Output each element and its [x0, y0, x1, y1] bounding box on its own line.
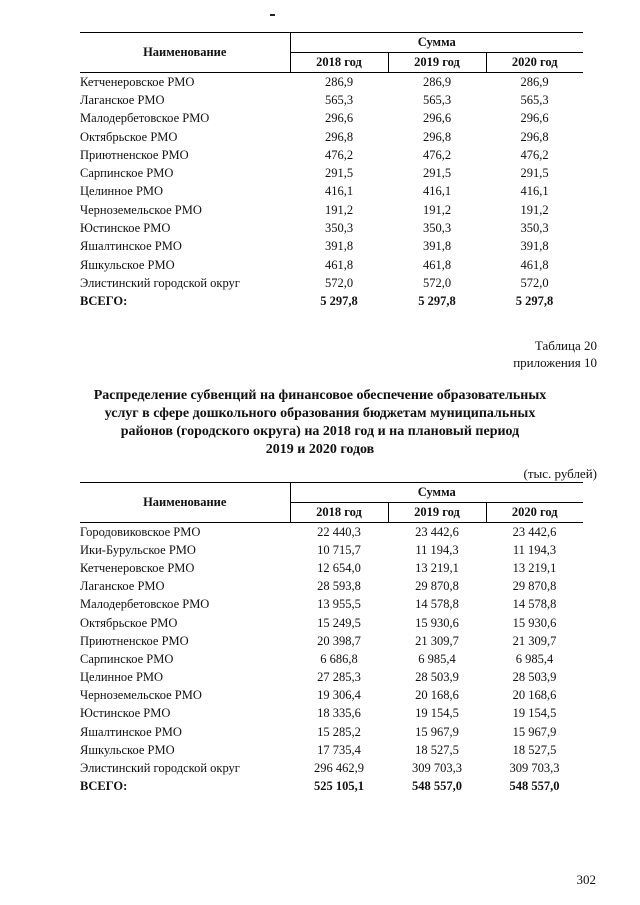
- amount-2020: 191,2: [520, 202, 549, 217]
- municipality-name: Сарпинское РМО: [80, 166, 174, 181]
- amount-2020: 14 578,8: [512, 597, 557, 612]
- table-row: [80, 614, 583, 632]
- amount-2019: 548 557,0: [412, 779, 462, 794]
- amount-2020: 296,6: [520, 111, 549, 126]
- municipality-name: Целинное РМО: [80, 184, 164, 199]
- table-row: [80, 201, 583, 219]
- header-year-2018: 2018 год: [290, 503, 388, 523]
- amount-2020: 15 930,6: [512, 615, 557, 630]
- table-row: [80, 146, 583, 164]
- amount-2018: 13 955,5: [317, 597, 361, 612]
- amount-2018: 572,0: [324, 275, 354, 290]
- municipality-name: Октябрьское РМО: [80, 615, 178, 630]
- amount-2018: 6 686,8: [320, 651, 358, 666]
- table-row: [80, 669, 583, 687]
- amount-2020: 309 703,3: [509, 761, 560, 776]
- amount-2019: 296,8: [422, 129, 452, 144]
- table-row: [80, 183, 583, 201]
- amount-2020: 476,2: [520, 147, 549, 162]
- amount-2019: 11 194,3: [415, 542, 459, 557]
- municipality-name: Яшкульское РМО: [80, 257, 175, 272]
- table-row: [80, 219, 583, 237]
- amount-2019: 18 527,5: [415, 742, 459, 757]
- amount-2018: 20 398,7: [317, 633, 361, 648]
- subsidy-table-continued: [80, 32, 583, 311]
- title-line: услуг в сфере дошкольного образования бюджетам муниципальных: [104, 406, 536, 421]
- total-label: ВСЕГО:: [80, 779, 128, 794]
- amount-2019: 291,5: [422, 166, 452, 181]
- amount-2020: 29 870,8: [512, 579, 557, 594]
- table-number-label: Таблица 20: [534, 338, 597, 353]
- amount-2019: 5 297,8: [418, 294, 456, 309]
- header-year-2019: 2019 год: [388, 53, 486, 73]
- amount-2019: 309 703,3: [412, 761, 462, 776]
- table-row: [80, 632, 583, 650]
- total-row: [80, 778, 583, 796]
- amount-2020: 28 503,9: [512, 670, 557, 685]
- amount-2019: 20 168,6: [415, 688, 459, 703]
- amount-2018: 476,2: [324, 147, 354, 162]
- amount-2018: 15 285,2: [317, 724, 361, 739]
- header-name: Наименование: [80, 483, 290, 523]
- table-row: [80, 705, 583, 723]
- amount-2018: 17 735,4: [317, 742, 361, 757]
- table-row: [80, 559, 583, 577]
- table-row: [80, 523, 583, 542]
- municipality-name: Кетченеровское РМО: [80, 74, 195, 89]
- municipality-name: Яшкульское РМО: [80, 742, 175, 757]
- municipality-name: Лаганское РМО: [80, 92, 165, 107]
- amount-2020: 548 557,0: [509, 779, 560, 794]
- amount-2019: 29 870,8: [415, 579, 459, 594]
- amount-2020: 350,3: [520, 221, 549, 236]
- amount-2018: 22 440,3: [317, 524, 361, 539]
- amount-2018: 416,1: [324, 184, 354, 199]
- amount-2019: 15 967,9: [415, 724, 459, 739]
- municipality-name: Сарпинское РМО: [80, 651, 174, 666]
- table-row: [80, 128, 583, 146]
- amount-2018: 18 335,6: [317, 706, 361, 721]
- amount-2018: 296,8: [324, 129, 354, 144]
- municipality-name: Лаганское РМО: [80, 579, 165, 594]
- header-sum: Сумма: [290, 33, 583, 53]
- amount-2018: 28 593,8: [317, 579, 361, 594]
- amount-2018: 5 297,8: [320, 294, 358, 309]
- section-title: [60, 387, 580, 459]
- municipality-name: Малодербетовское РМО: [80, 597, 210, 612]
- amount-2018: 191,2: [324, 202, 354, 217]
- amount-2018: 391,8: [324, 239, 354, 254]
- table-row: [80, 578, 583, 596]
- amount-2019: 350,3: [422, 221, 452, 236]
- amount-2018: 461,8: [324, 257, 354, 272]
- table-row: [80, 110, 583, 128]
- amount-2018: 296,6: [324, 111, 354, 126]
- municipality-name: Городовиковское РМО: [80, 524, 201, 539]
- total-label: ВСЕГО:: [80, 294, 128, 309]
- amount-2020: 6 985,4: [515, 651, 554, 666]
- municipality-name: Октябрьское РМО: [80, 129, 178, 144]
- page-number: 302: [576, 872, 596, 887]
- amount-2020: 391,8: [520, 239, 549, 254]
- municipality-name: Яшалтинское РМО: [80, 724, 182, 739]
- appendix-label: приложения 10: [513, 355, 597, 370]
- header-sum: Сумма: [290, 483, 583, 503]
- municipality-name: Элистинский городской округ: [80, 275, 240, 290]
- amount-2019: 572,0: [422, 275, 452, 290]
- municipality-name: Элистинский городской округ: [80, 761, 240, 776]
- municipality-name: Юстинское РМО: [80, 706, 171, 721]
- amount-2020: 572,0: [520, 275, 549, 290]
- table-row: [80, 91, 583, 109]
- amount-2020: 13 219,1: [512, 560, 557, 575]
- municipality-name: Целинное РМО: [80, 670, 164, 685]
- amount-2019: 461,8: [422, 257, 452, 272]
- amount-2020: 23 442,6: [512, 524, 557, 539]
- amount-2020: 461,8: [520, 257, 549, 272]
- table-row: [80, 596, 583, 614]
- amount-2019: 6 985,4: [418, 651, 456, 666]
- title-line: Распределение субвенций на финансовое обеспечение образовательных: [93, 388, 547, 403]
- amount-2020: 291,5: [520, 166, 549, 181]
- amount-2020: 18 527,5: [512, 742, 557, 757]
- header-year-2020: 2020 год: [486, 503, 583, 523]
- amount-2018: 291,5: [324, 166, 354, 181]
- municipality-name: Черноземельское РМО: [80, 688, 202, 703]
- amount-2018: 286,9: [324, 74, 354, 89]
- table-row: [80, 650, 583, 668]
- table-row: [80, 238, 583, 256]
- table-body: [80, 73, 583, 311]
- table-row: [80, 759, 583, 777]
- table-row: [80, 687, 583, 705]
- amount-2019: 416,1: [422, 184, 452, 199]
- amount-2020: 416,1: [520, 184, 549, 199]
- amount-2018: 296 462,9: [314, 761, 364, 776]
- amount-2020: 296,8: [520, 129, 549, 144]
- table-row: [80, 541, 583, 559]
- amount-2020: 5 297,8: [515, 294, 554, 309]
- municipality-name: Юстинское РМО: [80, 221, 171, 236]
- amount-2020: 565,3: [520, 92, 549, 107]
- header-year-2020: 2020 год: [486, 53, 583, 73]
- amount-2020: 15 967,9: [512, 724, 557, 739]
- amount-2019: 565,3: [422, 92, 452, 107]
- amount-2019: 19 154,5: [415, 706, 459, 721]
- amount-2019: 391,8: [422, 239, 452, 254]
- amount-2018: 565,3: [324, 92, 354, 107]
- preschool-subsidy-table: [80, 482, 583, 796]
- municipality-name: Ики-Бурульское РМО: [80, 542, 196, 557]
- municipality-name: Черноземельское РМО: [80, 202, 202, 217]
- amount-2020: 286,9: [520, 74, 549, 89]
- amount-2018: 15 249,5: [317, 615, 361, 630]
- title-line: 2019 и 2020 годов: [265, 442, 375, 457]
- amount-2019: 13 219,1: [415, 560, 459, 575]
- municipality-name: Яшалтинское РМО: [80, 239, 182, 254]
- stray-dash-mark: [270, 14, 275, 16]
- table-row: [80, 256, 583, 274]
- amount-2018: 19 306,4: [317, 688, 361, 703]
- amount-2020: 20 168,6: [512, 688, 557, 703]
- title-line: районов (городского округа) на 2018 год и на плановый период: [120, 424, 520, 439]
- amount-2018: 12 654,0: [317, 560, 361, 575]
- amount-2020: 11 194,3: [512, 542, 557, 557]
- amount-2019: 191,2: [422, 202, 452, 217]
- amount-2018: 10 715,7: [317, 542, 361, 557]
- amount-2019: 286,9: [422, 74, 452, 89]
- table-row: [80, 723, 583, 741]
- table-body: [80, 523, 583, 796]
- units-note: (тыс. рублей): [523, 466, 597, 481]
- municipality-name: Приютненское РМО: [80, 147, 189, 162]
- header-name: Наименование: [80, 33, 290, 73]
- header-year-2019: 2019 год: [388, 503, 486, 523]
- header-year-2018: 2018 год: [290, 53, 388, 73]
- municipality-name: Кетченеровское РМО: [80, 560, 195, 575]
- amount-2019: 476,2: [422, 147, 452, 162]
- amount-2020: 21 309,7: [512, 633, 557, 648]
- amount-2019: 14 578,8: [415, 597, 459, 612]
- table-row: [80, 164, 583, 182]
- amount-2019: 21 309,7: [415, 633, 459, 648]
- amount-2019: 15 930,6: [415, 615, 459, 630]
- table-row: [80, 73, 583, 92]
- amount-2019: 296,6: [422, 111, 452, 126]
- amount-2020: 19 154,5: [512, 706, 557, 721]
- amount-2018: 27 285,3: [317, 670, 361, 685]
- amount-2018: 525 105,1: [314, 779, 364, 794]
- municipality-name: Приютненское РМО: [80, 633, 189, 648]
- total-row: [80, 293, 583, 311]
- amount-2019: 28 503,9: [415, 670, 459, 685]
- municipality-name: Малодербетовское РМО: [80, 111, 210, 126]
- table-row: [80, 274, 583, 292]
- table-row: [80, 741, 583, 759]
- amount-2019: 23 442,6: [415, 524, 459, 539]
- amount-2018: 350,3: [324, 221, 354, 236]
